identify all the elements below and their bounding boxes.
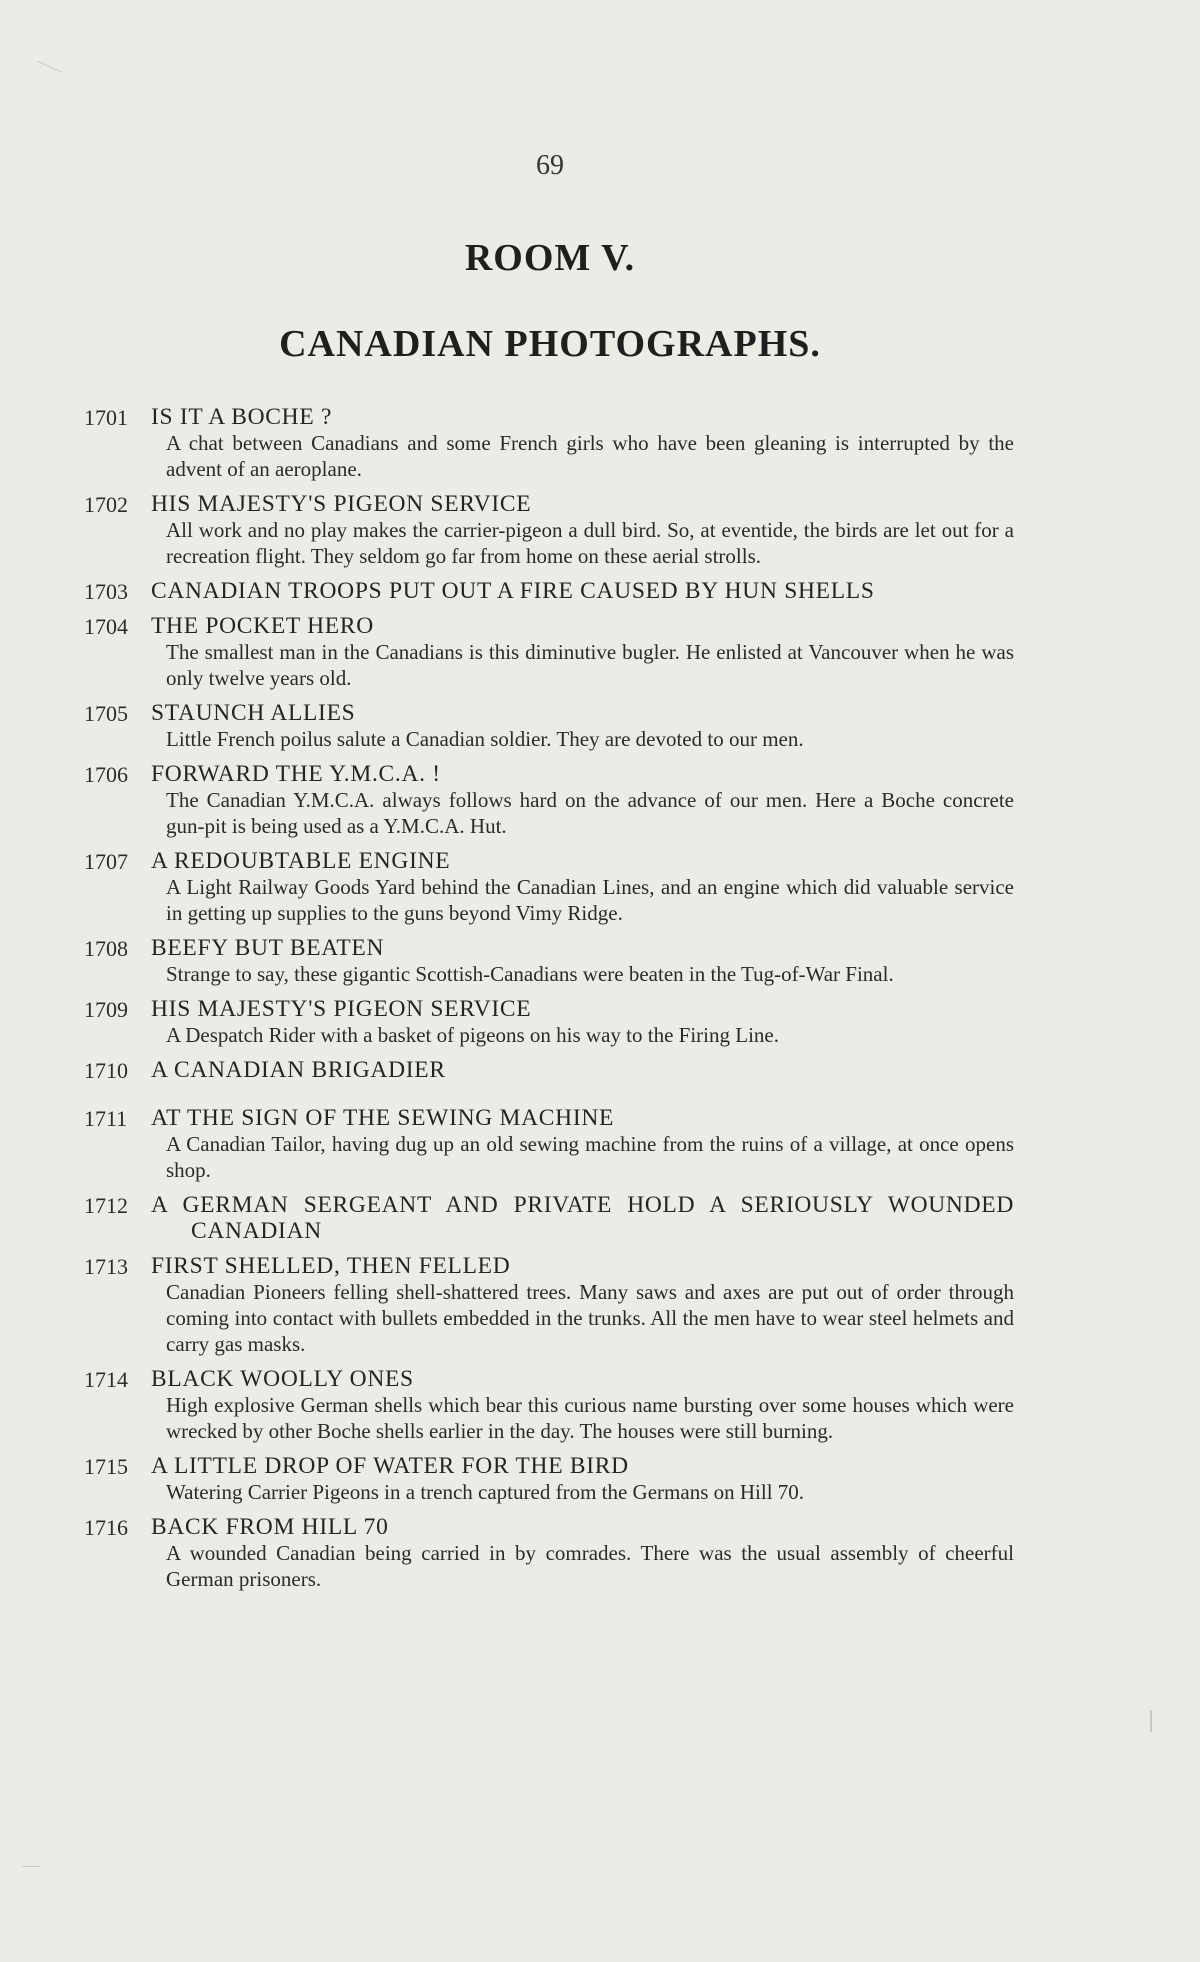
entry-title: HIS MAJESTY'S PIGEON SERVICE bbox=[151, 491, 532, 517]
entry-description: Watering Carrier Pigeons in a trench captured from the Germans on Hill 70. bbox=[166, 1480, 805, 1504]
paper-scratch-mark bbox=[1150, 1710, 1152, 1732]
catalogue-entry bbox=[84, 996, 1014, 1048]
entry-number: 1705 bbox=[84, 701, 128, 726]
entry-number: 1708 bbox=[84, 936, 128, 961]
entry-description: Little French poilus salute a Canadian soldier. They are devoted to our men. bbox=[166, 727, 804, 751]
entry-description: Strange to say, these gigantic Scottish-Canadians were beaten in the Tug-of-War Final. bbox=[166, 962, 894, 986]
entry-title: BACK FROM HILL 70 bbox=[151, 1514, 389, 1540]
catalogue-entry bbox=[84, 491, 1014, 569]
entry-description: A Despatch Rider with a basket of pigeons on his way to the Firing Line. bbox=[166, 1023, 779, 1047]
entry-number: 1703 bbox=[84, 579, 128, 604]
catalogue-entry bbox=[84, 1366, 1014, 1444]
entry-title: CANADIAN TROOPS PUT OUT A FIRE CAUSED BY HUN SHELLS bbox=[151, 578, 875, 604]
entry-number: 1709 bbox=[84, 997, 128, 1022]
entry-title: THE POCKET HERO bbox=[151, 613, 374, 639]
entry-number: 1707 bbox=[84, 849, 128, 874]
entry-number: 1713 bbox=[84, 1254, 128, 1279]
entry-description: A Light Railway Goods Yard behind the Canadian Lines, and an engine which did valuable service in getting up supplies to the guns beyond Vimy Ridge. bbox=[166, 875, 1014, 925]
catalogue-entry bbox=[84, 1192, 1014, 1244]
catalogue-entry bbox=[84, 935, 1014, 987]
room-title: ROOM V. bbox=[464, 237, 636, 279]
entry-description: Canadian Pioneers felling shell-shattered trees. Many saws and axes are put out of order through coming into contact with bullets embedded in the trunks. All the men have to wear steel helmets and carry gas masks. bbox=[166, 1280, 1014, 1356]
catalogue-entry bbox=[84, 404, 1014, 482]
entry-title: IS IT A BOCHE ? bbox=[151, 404, 333, 430]
entry-title: HIS MAJESTY'S PIGEON SERVICE bbox=[151, 996, 532, 1022]
entry-number: 1716 bbox=[84, 1515, 128, 1540]
entry-number: 1710 bbox=[84, 1058, 128, 1083]
entry-title: AT THE SIGN OF THE SEWING MACHINE bbox=[151, 1105, 615, 1131]
paper-scratch-mark bbox=[37, 61, 61, 72]
catalogue-entry bbox=[84, 700, 1014, 752]
entry-title: STAUNCH ALLIES bbox=[151, 700, 356, 726]
catalogue-entry bbox=[84, 1057, 1014, 1083]
entry-title: A REDOUBTABLE ENGINE bbox=[151, 848, 451, 874]
entry-number: 1704 bbox=[84, 614, 128, 639]
entry-number: 1702 bbox=[84, 492, 128, 517]
entry-title: BEEFY BUT BEATEN bbox=[151, 935, 385, 961]
entry-number: 1706 bbox=[84, 762, 128, 787]
entry-title: A GERMAN SERGEANT AND PRIVATE HOLD A SERIOUSLY WOUNDED CANADIAN bbox=[151, 1192, 1014, 1244]
entry-title: A CANADIAN BRIGADIER bbox=[151, 1057, 446, 1083]
catalogue-entry bbox=[84, 761, 1014, 839]
section-title: CANADIAN PHOTOGRAPHS. bbox=[279, 323, 821, 365]
catalogue-entry bbox=[84, 578, 1014, 604]
entry-title: FORWARD THE Y.M.C.A. ! bbox=[151, 761, 441, 787]
catalogue-entry bbox=[84, 1105, 1014, 1183]
catalogue-entry bbox=[84, 1514, 1014, 1592]
photograph-catalogue-list bbox=[84, 404, 1014, 1601]
catalogue-entry bbox=[84, 848, 1014, 926]
entry-number: 1701 bbox=[84, 405, 128, 430]
entry-title: FIRST SHELLED, THEN FELLED bbox=[151, 1253, 511, 1279]
entry-description: A chat between Canadians and some French girls who have been gleaning is interrupted by the advent of an aeroplane. bbox=[166, 431, 1014, 481]
page-number: 69 bbox=[536, 150, 564, 181]
entry-description: A Canadian Tailor, having dug up an old sewing machine from the ruins of a village, at once opens shop. bbox=[166, 1132, 1014, 1182]
entry-description: The Canadian Y.M.C.A. always follows hard on the advance of our men. Here a Boche concrete gun-pit is being used as a Y.M.C.A. Hut. bbox=[166, 788, 1014, 838]
entry-description: All work and no play makes the carrier-pigeon a dull bird. So, at eventide, the birds are let out for a recreation flight. They seldom go far from home on these aerial strolls. bbox=[166, 518, 1014, 568]
entry-number: 1715 bbox=[84, 1454, 128, 1479]
catalogue-entry bbox=[84, 613, 1014, 691]
catalogue-entry bbox=[84, 1253, 1014, 1357]
entry-description: A wounded Canadian being carried in by comrades. There was the usual assembly of cheerful German prisoners. bbox=[166, 1541, 1014, 1591]
entry-description: The smallest man in the Canadians is this diminutive bugler. He enlisted at Vancouver when he was only twelve years old. bbox=[166, 640, 1014, 690]
entry-number: 1711 bbox=[84, 1106, 128, 1131]
entry-title: BLACK WOOLLY ONES bbox=[151, 1366, 414, 1392]
entry-title: A LITTLE DROP OF WATER FOR THE BIRD bbox=[151, 1453, 629, 1479]
catalogue-entry bbox=[84, 1453, 1014, 1505]
entry-number: 1714 bbox=[84, 1367, 128, 1392]
entry-number: 1712 bbox=[84, 1193, 128, 1218]
entry-description: High explosive German shells which bear this curious name bursting over some houses which were wrecked by other Boche shells earlier in the day. The houses were still burning. bbox=[166, 1393, 1014, 1443]
paper-scratch-mark bbox=[22, 1866, 40, 1867]
